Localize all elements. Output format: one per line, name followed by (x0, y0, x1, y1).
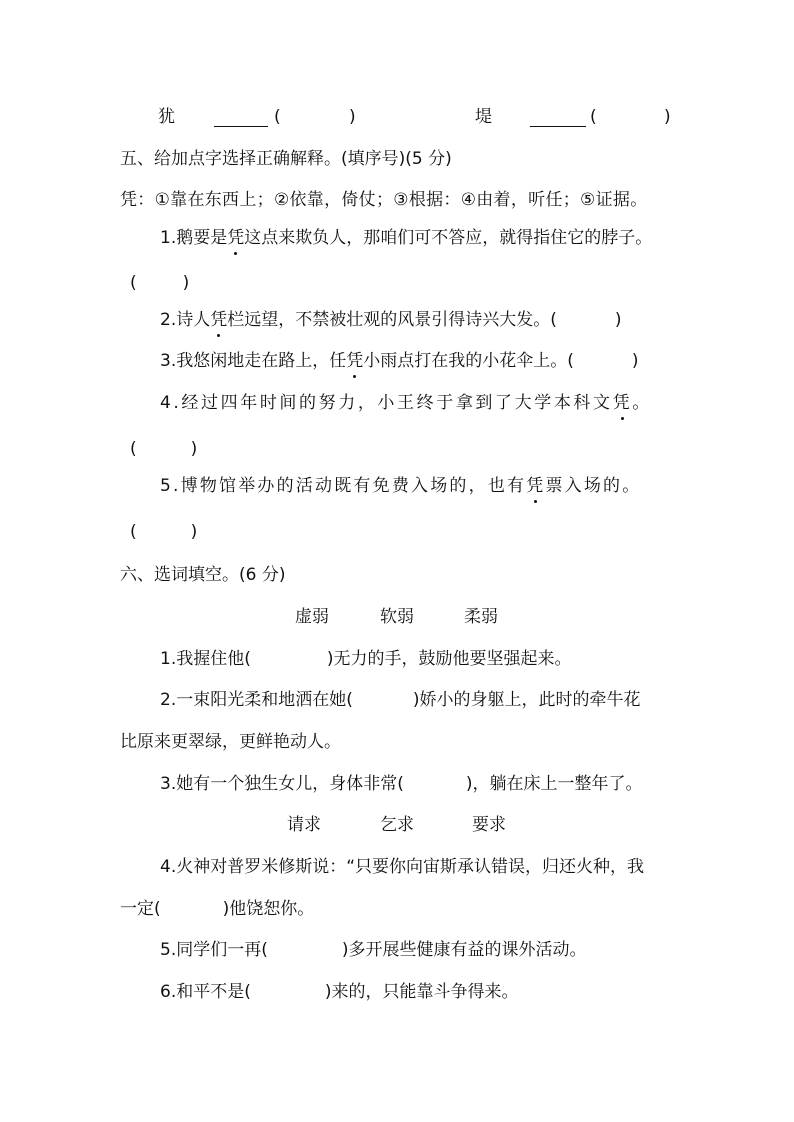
sentence-4-cont: 一定( )他饶恕你。 (120, 899, 315, 919)
sentence-2-cont: 比原来更翠绿，更鲜艳动人。 (120, 732, 341, 752)
dotted-char: 凭 (526, 476, 546, 496)
word-option: 虚弱 (295, 607, 329, 627)
section-title: 六、选词填空。(6 分) (120, 565, 286, 585)
answer-paren[interactable]: ( ) (130, 522, 198, 542)
dotted-char: 凭 (612, 393, 633, 413)
char-you: 犹 (158, 107, 175, 127)
question-4: 4.经过四年时间的努力，小王终于拿到了大学本科文凭。 (160, 393, 652, 413)
answer-row (158, 106, 175, 128)
word-option: 乞求 (380, 815, 414, 835)
char-di: 堤 (475, 107, 492, 127)
sentence-5: 5.同学们一再( )多开展些健康有益的课外活动。 (160, 940, 587, 960)
blank-line[interactable] (214, 110, 268, 127)
sentence-1: 1.我握住他( )无力的手，鼓励他要坚强起来。 (160, 649, 572, 669)
question-1: 1.鹅要是凭这点来欺负人，那咱们可不答应，就得指住它的脖子。 (160, 228, 653, 248)
dotted-char: 凭 (210, 310, 228, 330)
sentence-4: 4.火神对普罗米修斯说：“只要你向宙斯承认错误，归还火种，我 (160, 857, 645, 877)
sentence-3: 3.她有一个独生女儿，身体非常( )，躺在床上一整年了。 (160, 774, 643, 794)
definitions: 凭：①靠在东西上；②依靠，倚仗；③根据：④由着，听任；⑤证据。 (120, 190, 648, 210)
dotted-char: 凭 (227, 228, 245, 248)
word-option: 请求 (287, 815, 321, 835)
answer-paren[interactable]: ( ) (130, 439, 198, 459)
question-5: 5.博物馆举办的活动既有免费入场的，也有凭票入场的。 (160, 476, 642, 496)
close-paren: ) (664, 107, 671, 127)
word-option: 要求 (472, 815, 506, 835)
blank-line[interactable] (530, 110, 586, 127)
answer-paren[interactable]: ( ) (130, 273, 190, 293)
sentence-6: 6.和平不是( )来的，只能靠斗争得来。 (160, 982, 519, 1002)
close-paren: ) (349, 107, 356, 127)
open-paren: ( (274, 107, 281, 127)
section-title: 五、给加点字选择正确解释。(填序号)(5 分) (120, 149, 452, 169)
word-option: 柔弱 (464, 607, 498, 627)
question-3: 3.我悠闲地走在路上，任凭小雨点打在我的小花伞上。( ) (160, 351, 639, 371)
sentence-2: 2.一束阳光柔和地洒在她( )娇小的身躯上，此时的牵牛花 (160, 690, 641, 710)
dotted-char: 凭 (346, 351, 364, 371)
word-option: 软弱 (380, 607, 414, 627)
open-paren: ( (590, 107, 597, 127)
question-2: 2.诗人凭栏远望，不禁被壮观的风景引得诗兴大发。( ) (160, 310, 622, 330)
